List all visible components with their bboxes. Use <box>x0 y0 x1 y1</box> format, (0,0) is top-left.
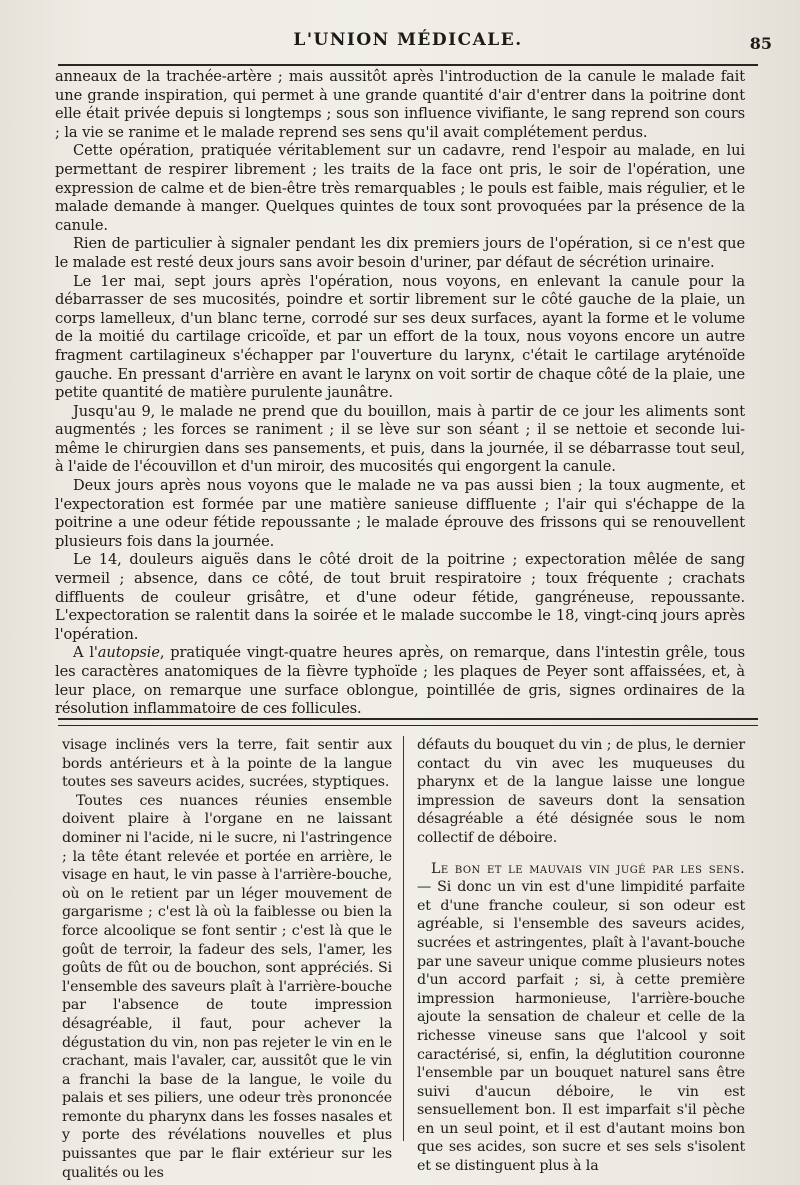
paragraph: anneaux de la trachée-artère ; mais aussitôt après l'introduction de la canule le malade fait une grande inspiration, qui permet à une grande quantité d'air d'entrer dans la poitrine dont elle était privée depuis si longtemps ; sous son influence vivifiante, le sang reprend son cours ; la vie se ranime et le malade reprend ses sens qu'il avait complétement perdus. <box>55 68 745 141</box>
paragraph-rest: , pratiquée vingt-quatre heures après, on remarque, dans l'intestin grêle, tous les caractères anatomiques de la fièvre typhoïde ; les plaques de Peyer sont affaissées, et, à leur place, on remarque une surface oblongue, pointillée de gris, signes ordinaires de la résolution inflammatoire de ces follicules. <box>55 644 745 718</box>
section-heading: Le bon et le mauvais vin jugé par les sens. <box>431 860 745 877</box>
spacer <box>417 848 745 860</box>
case-report-section <box>55 68 745 719</box>
paragraph: Jusqu'au 9, le malade ne prend que du bouillon, mais à partir de ce jour les aliments sont augmentés ; les forces se raniment ; il se lève sur son séant ; il se nettoie et seconde lui-même le chirurgien dans ses pansements, et puis, dans la journée, il se débarrasse tout seul, à l'aide de l'écouvillon et d'un miroir, des mucosités qui engorgent la canule. <box>55 402 745 476</box>
paragraph: Le 1er mai, sept jours après l'opération, nous voyons, en enlevant la canule pour la débarrasser de ses mucosités, poindre et sortir librement sur le côté gauche de la plaie, un corps lamelleux, d'un blanc terne, corrodé sur ses deux surfaces, ayant la forme et le volume de la moitié du cartilage cricoïde, et par un effort de la toux, nous voyons encore un autre fragment cartilagineux s'échapper par l'ouverture du larynx, c'était le cartilage aryténoïde gauche. En pressant d'arrière en avant le larynx on voit sortir de chaque côté de la plaie, une petite quantité de matière purulente jaunâtre. <box>55 272 745 402</box>
page-header <box>58 26 772 62</box>
left-column <box>62 736 392 1182</box>
paragraph: défauts du bouquet du vin ; de plus, le dernier contact du vin avec les muqueuses du pharynx et de la langue laisse une longue impression de saveurs dont la sensation désagréable a été désignée sous le nom collectif de déboire. <box>417 737 745 846</box>
autopsie-emphasis: autopsie <box>97 644 160 662</box>
paragraph: visage inclinés vers la terre, fait sentir aux bords antérieurs et à la pointe de la langue toutes ses saveurs acides, sucrées, styptiques. <box>62 737 392 791</box>
paragraph: Le 14, douleurs aiguës dans le côté droit de la poitrine ; expectoration mêlée de sang vermeil ; absence, dans ce côté, de tout bruit respiratoire ; toux fréquente ; crachats diffluents de couleur grisâtre, et d'une odeur fétide, gangréneuse, repoussante. L'expectoration se ralentit dans la soirée et le malade succombe le 18, vingt-cinq jours après l'opération. <box>55 551 745 643</box>
column-divider <box>403 736 404 1141</box>
section-separator <box>58 718 758 726</box>
paragraph: Deux jours après nous voyons que le malade ne va pas aussi bien ; la toux augmente, et l'expectoration est formée par une matière sanieuse diffluente ; l'air qui s'échappe de la poitrine a une odeur fétide repoussante ; le malade éprouve des frissons qui se renouvellent plusieurs fois dans la journée. <box>55 477 745 550</box>
page-number: 85 <box>749 34 772 53</box>
paragraph-lead: A l' <box>73 644 98 662</box>
paragraph: Toutes ces nuances réunies ensemble doivent plaire à l'organe en ne laissant dominer ni l'acide, ni le sucre, ni l'astringence ; la tête étant relevée et portée en arrière, le visage en haut, le vin passe à l'arrière-bouche, où on le retient par un léger mouvement de gargarisme ; c'est là où la faiblesse ou bien la force alcoolique se font sentir ; c'est là que le goût de terroir, la fadeur des sels, l'amer, les goûts de fût ou de bouchon, sont appréciés. Si l'ensemble des saveurs plaît à l'arrière-bouche par l'absence de toute impression désagréable, il faut, pour achever la dégustation du vin, non pas rejeter le vin en le crachant, mais l'avaler, car, aussitôt que le vin a franchi la base de la langue, le voile du palais et ses piliers, une odeur très prononcée remonte du pharynx dans les fosses nasales et y porte des révélations nouvelles et plus puissantes que par le flair extérieur sur les qualités ou les <box>62 792 392 1181</box>
paragraph: Rien de particulier à signaler pendant les dix premiers jours de l'opération, si ce n'est que le malade est resté deux jours sans avoir besoin d'uriner, par défaut de sécrétion urinaire. <box>55 235 745 271</box>
section-paragraph <box>417 860 745 1176</box>
running-title: L'UNION MÉDICALE. <box>293 30 523 50</box>
section-text: — Si donc un vin est d'une limpidité parfaite et d'une franche couleur, si son odeur est agréable, si l'ensemble des saveurs acides, sucrées et astringentes, plaît à l'avant-bouche par une saveur unique comme plusieurs notes d'un accord parfait ; si, à cette première impression harmonieuse, l'arrière-bouche ajoute la sensation de chaleur et celle de la richesse vineuse sans que l'alcool y soit caractérisé, si, enfin, la déglutition couronne l'ensemble par un bouquet naturel sans être suivi d'aucun déboire, le vin est sensuellement bon. Il est imparfait s'il pèche en un seul point, et il est d'autant moins bon que ses acides, son sucre et ses sels s'isolent et se distinguent plus à la <box>417 879 745 1175</box>
header-rule <box>58 64 758 66</box>
paragraph-autopsy <box>55 644 745 718</box>
paragraph: Cette opération, pratiquée véritablement sur un cadavre, rend l'espoir au malade, en lui permettant de respirer librement ; les traits de la face ont pris, le soir de l'opération, une expression de calme et de bien-être très remarquables ; le pouls est faible, mais régulier, et le malade demande à manger. Quelques quintes de toux sont provoquées par la présence de la canule. <box>55 142 745 234</box>
right-column <box>417 736 745 1176</box>
